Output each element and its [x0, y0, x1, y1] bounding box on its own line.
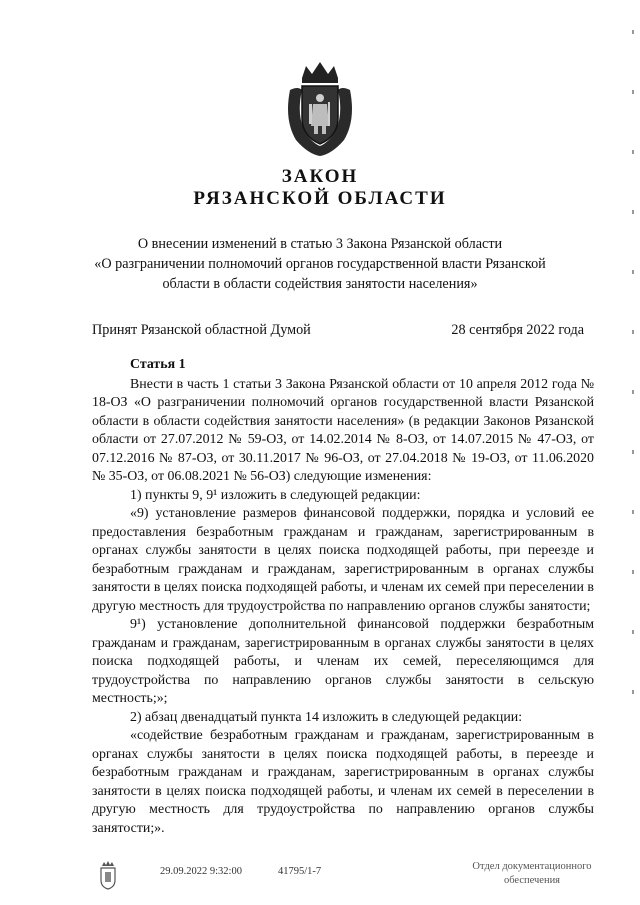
footer-doc-number: 41795/1-7 — [278, 866, 322, 877]
adoption-date: 28 сентября 2022 года — [451, 322, 584, 338]
adopted-by: Принят Рязанской областной Думой — [92, 322, 311, 338]
coat-of-arms-icon — [282, 60, 358, 158]
footer-timestamp: 29.09.2022 9:32:00 — [160, 866, 242, 877]
article-paragraph: 1) пункты 9, 9¹ изложить в следующей редакции: — [130, 487, 421, 503]
scan-edge-marks — [632, 30, 636, 730]
document-footer — [0, 858, 640, 898]
article-paragraph: «9) установление размеров финансовой поддержки, порядка и условий ее предоставления безработным гражданам и гражданам, зарегистрированным в органах службы занятости в целях поиска подходящей работы, при переезде и безработным гражданам и гражданам, зарегистрированным в органах службы занятости в целях поиска подходящей работы, и членам их семей при переселении в другую местность для трудоустройства по направлению органов службы занятости; — [92, 506, 594, 614]
article-paragraph: 2) абзац двенадцатый пункта 14 изложить в следующей редакции: — [130, 709, 523, 725]
footer-department — [452, 860, 612, 888]
article-heading: Статья 1 — [130, 357, 186, 372]
law-subject — [80, 234, 560, 294]
subject-line: О внесении изменений в статью 3 Закона Рязанской области — [137, 236, 503, 252]
article-paragraph: «содействие безработным гражданам и гражданам, зарегистрированным в органах службы занятости в целях поиска подходящей работы, в переезде и безработным гражданам и гражданам, зарегистрированным в органах службы занятости в целях поиска подходящей работы, и членам их семей в переселении в другую местность для трудоустройства по направлению органов службы занятости;». — [92, 728, 594, 836]
subject-line: области в области содействия занятости населения» — [162, 276, 478, 292]
article-paragraph: Внести в часть 1 статьи 3 Закона Рязанской области от 10 апреля 2012 года № 18-ОЗ «О разграничении полномочий органов государственной власти Рязанской области в области содействия занятости населения» (в редакции Законов Рязанской области от 27.07.2012 № 59-ОЗ, от 14.02.2014 № 8-ОЗ, от 14.07.2015 № 47-ОЗ, от 07.12.2016 № 87-ОЗ, от 30.11.2017 № 96-ОЗ, от 27.04.2018 № 19-ОЗ, от 11.06.2020 № 35-ОЗ, от 06.08.2021 № 56-ОЗ) следующие изменения: — [92, 376, 594, 484]
department-line: Отдел документационного — [472, 861, 592, 872]
subject-line: «О разграничении полномочий органов государственной власти Рязанской — [94, 256, 546, 272]
law-region-title: РЯЗАНСКОЙ ОБЛАСТИ — [193, 188, 447, 209]
department-line: обеспечения — [503, 875, 561, 886]
small-emblem-icon — [96, 860, 120, 890]
article-body — [92, 356, 594, 838]
article-paragraph: 9¹) установление дополнительной финансовой поддержки безработным гражданам и гражданам, зарегистрированным в органах службы занятости в целях поиска подходящей работы, и членам их семей, переселяющимся для трудоустройства по направлению органов службы занятости в сельскую местность;»; — [92, 617, 594, 706]
law-title: ЗАКОН — [281, 166, 359, 187]
